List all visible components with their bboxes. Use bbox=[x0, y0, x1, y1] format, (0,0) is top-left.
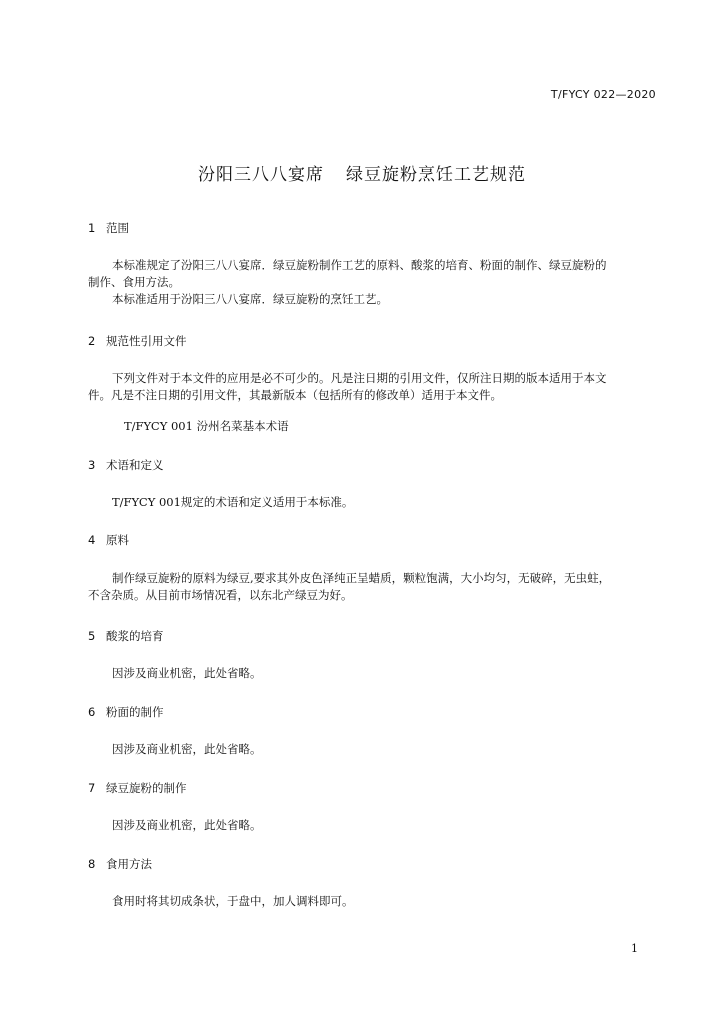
section-heading-4: 4 原料 bbox=[88, 533, 129, 547]
paragraph-line: 制作绿豆旋粉的原料为绿豆,要求其外皮色泽纯正呈蜡质，颗粒饱满，大小均匀，无破碎，无虫蛀， bbox=[112, 571, 611, 585]
paragraph-line: 制作、食用方法。 bbox=[88, 275, 180, 289]
section-heading-7: 7 绿豆旋粉的制作 bbox=[88, 781, 187, 795]
page-number: 1 bbox=[631, 942, 638, 955]
section-7-body: 因涉及商业机密，此处省略。 bbox=[112, 818, 262, 832]
section-3-body: T/FYCY 001规定的术语和定义适用于本标准。 bbox=[112, 495, 354, 509]
title-part-1: 汾阳三八八宴席 bbox=[198, 165, 324, 185]
paragraph-line: 本标准规定了汾阳三八八宴席．绿豆旋粉制作工艺的原料、酸浆的培育、粉面的制作、绿豆旋粉的 bbox=[112, 258, 607, 272]
section-heading-8: 8 食用方法 bbox=[88, 857, 152, 871]
section-1-body bbox=[88, 257, 658, 308]
paragraph-line: 本标准适用于汾阳三八八宴席．绿豆旋粉的烹饪工艺。 bbox=[112, 292, 388, 306]
title-part-2: 绿豆旋粉烹饪工艺规范 bbox=[346, 165, 526, 185]
paragraph-line: 不含杂质。从目前市场情况看，以东北产绿豆为好。 bbox=[88, 588, 353, 602]
section-8-body: 食用时将其切成条状，于盘中，加人调料即可。 bbox=[112, 894, 354, 908]
section-heading-2: 2 规范性引用文件 bbox=[88, 334, 187, 348]
section-heading-3: 3 术语和定义 bbox=[88, 458, 164, 472]
section-4-body bbox=[88, 570, 658, 604]
section-2-body bbox=[88, 370, 658, 404]
section-6-body: 因涉及商业机密，此处省略。 bbox=[112, 742, 262, 756]
paragraph-line: 下列文件对于本文件的应用是必不可少的。凡是注日期的引用文件，仅所注日期的版本适用于本文 bbox=[112, 371, 607, 385]
section-5-body: 因涉及商业机密，此处省略。 bbox=[112, 666, 262, 680]
paragraph-line: 件。凡是不注日期的引用文件，其最新版本（包括所有的修改单）适用于本文件。 bbox=[88, 388, 502, 402]
normative-reference: T/FYCY 001 汾州名菜基本术语 bbox=[124, 419, 289, 433]
standard-code: T/FYCY 022—2020 bbox=[550, 88, 656, 101]
section-heading-5: 5 酸浆的培育 bbox=[88, 629, 164, 643]
section-heading-1: 1 范围 bbox=[88, 221, 129, 235]
document-title bbox=[0, 160, 724, 185]
section-heading-6: 6 粉面的制作 bbox=[88, 705, 164, 719]
